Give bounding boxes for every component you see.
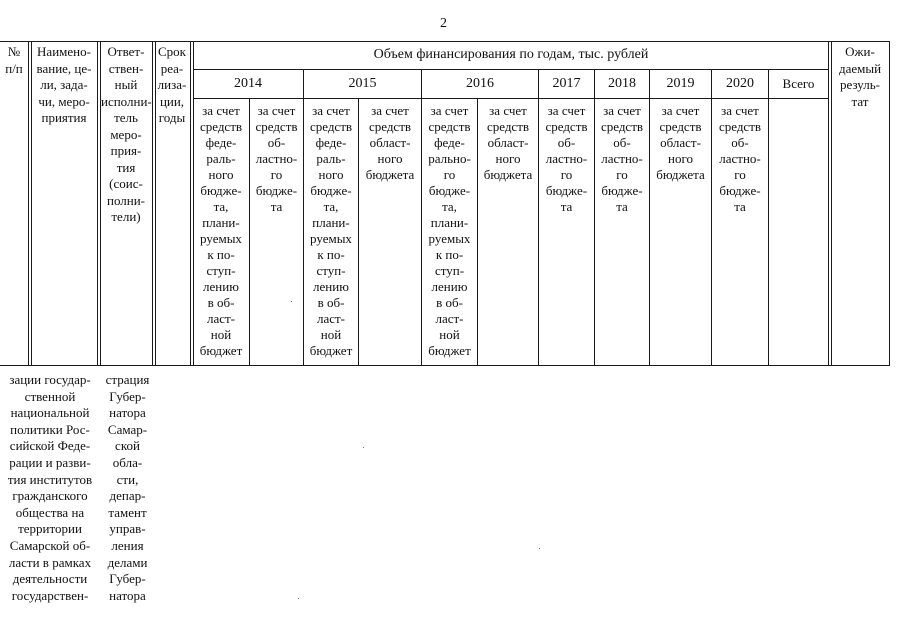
col-2017-regional: за счет средств об- ластно- го бюдже- та: [545, 103, 588, 214]
grid-line: [193, 69, 829, 70]
year-2015: 2015: [348, 76, 377, 91]
grid-line: [768, 69, 769, 365]
col-2016-regional: за счет средств област- ного бюджета: [483, 103, 533, 182]
year-2018: 2018: [608, 76, 636, 91]
col-2015-regional: за счет средств област- ного бюджета: [365, 103, 415, 182]
col-2019-regional: за счет средств област- ного бюджета: [656, 103, 705, 182]
year-2020: 2020: [726, 76, 754, 91]
col-2014-regional: за счет средств об- ластно- го бюдже- та: [255, 103, 298, 214]
header-expected: Ожи- даемый резуль- тат: [838, 44, 882, 109]
header-name: Наимено- вание, це- ли, зада- чи, меро- приятия: [36, 44, 92, 125]
col-2015-federal: за счет средств феде- раль- ного бюдже- та, плани- руемых к по- ступ- лению в об- ласт- ной бюджет: [309, 103, 353, 358]
grid-line: [193, 98, 829, 99]
grid-line: [0, 365, 890, 366]
year-2016: 2016: [466, 76, 494, 91]
col-2014-federal: за счет средств феде- раль- ного бюдже- та, плани- руемых к по- ступ- лению в об- ласт- ной бюджет: [199, 103, 243, 358]
header-term: Срок реа- лиза- ции, годы: [157, 44, 187, 125]
scan-speck: [291, 301, 292, 302]
header-responsible: Ответ- ствен- ный исполни- тель меро- прия- тия (соис- полни- тели): [101, 44, 152, 224]
scan-speck: [298, 598, 299, 599]
header-financing-title: Объем финансирования по годам, тыс. рублей: [373, 47, 649, 62]
grid-line: [889, 41, 890, 365]
col-2016-federal: за счет средств феде- рально- го бюдже- та, плани- руемых к по- ступ- лению в об- ласт- ной бюджет: [428, 103, 471, 358]
grid-line: [0, 41, 890, 42]
row-responsible-text: страция Губер- натора Самар- ской обла- сти, депар- тамент управ- ления делами Губер- натора: [105, 372, 150, 603]
year-2014: 2014: [234, 76, 262, 91]
year-total: Всего: [782, 76, 815, 91]
year-2019: 2019: [666, 76, 695, 91]
col-2018-regional: за счет средств об- ластно- го бюдже- та: [600, 103, 644, 214]
page-number: 2: [440, 16, 447, 31]
col-2020-regional: за счет средств об- ластно- го бюдже- та: [718, 103, 762, 214]
header-num: № п/п: [5, 44, 23, 76]
year-2017: 2017: [552, 76, 581, 91]
row-name-text: зации государ- ственной национальной политики Рос- сийской Феде- рации и разви- тия институтов гражданского общества на территории Самарской об- ласти в рамках деятельности государствен-: [7, 372, 93, 603]
scan-speck: [363, 447, 364, 448]
scan-speck: [539, 548, 540, 549]
